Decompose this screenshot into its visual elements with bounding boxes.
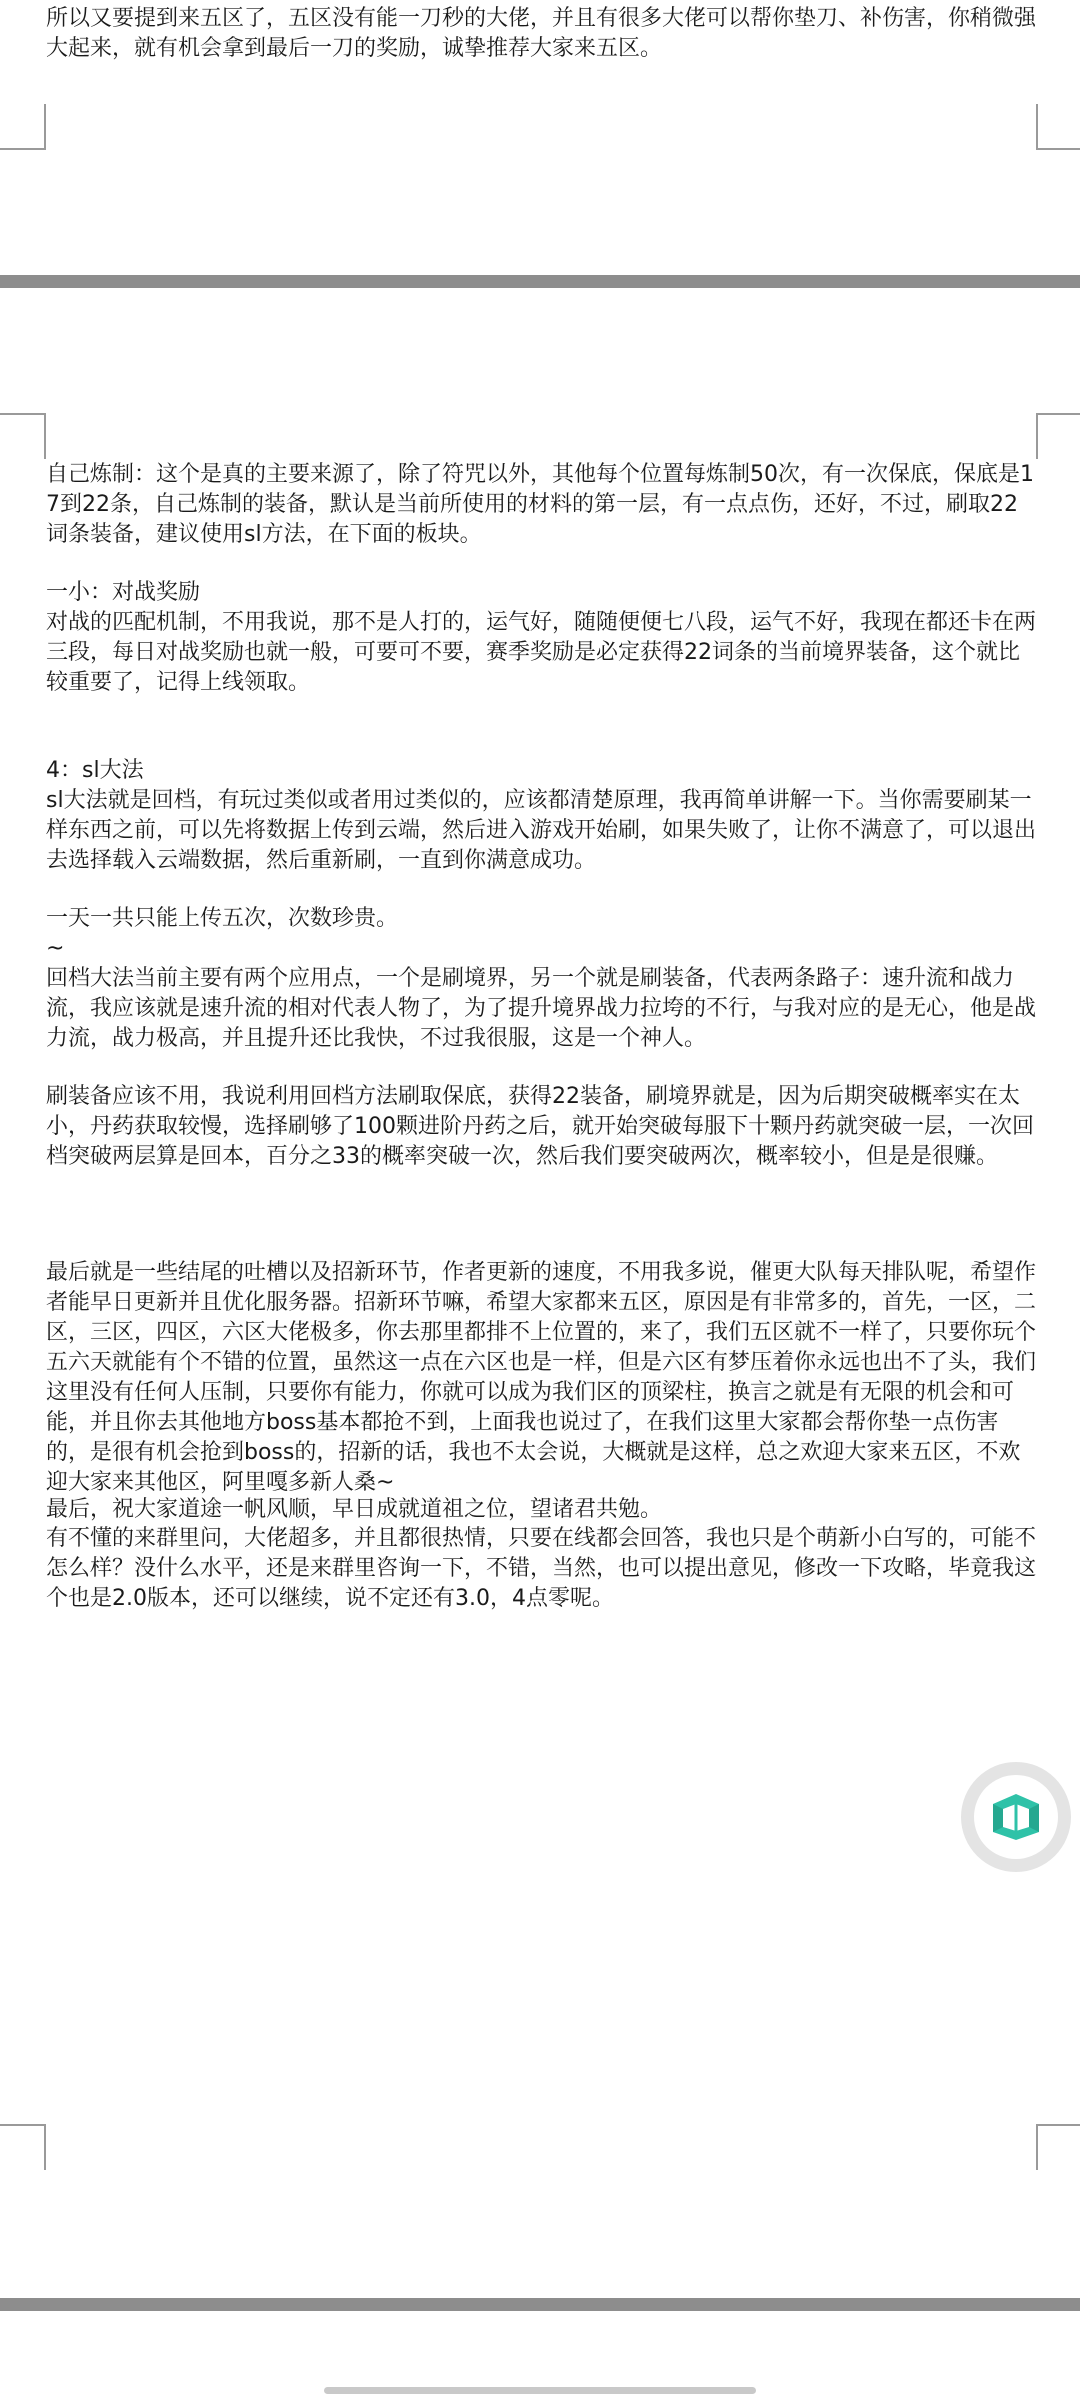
contact-paragraph: 有不懂的来群里问，大佬超多，并且都很热情，只要在线都会回答，我也只是个萌新小白写的，可能不怎么样？没什么水平，还是来群里咨询一下，不错，当然，也可以提出意见，修改一下攻略，毕竟我这个也是2.0版本，还可以继续，说不定还有3.0，4点零呢。	[46, 1526, 1037, 1611]
battle-reward-paragraph: 对战的匹配机制，不用我说，那不是人打的，运气好，随随便便七八段，运气不好，我现在都还卡在两三段，每日对战奖励也就一般，可要可不要，赛季奖励是必定获得22词条的当前境界装备，这个就比较重要了，记得上线领取。	[46, 610, 1037, 695]
tilde-separator: ~	[46, 936, 65, 961]
page-divider	[0, 275, 1080, 288]
sl-method-heading: 4：sl大法	[46, 758, 144, 783]
self-refine-paragraph: 自己炼制：这个是真的主要来源了，除了符咒以外，其他每个位置每炼制50次，有一次保底，保底是17到22条，自己炼制的装备，默认是当前所使用的材料的第一层，有一点点伤，还好，不过，刷取22词条装备，建议使用sl方法，在下面的板块。	[46, 462, 1034, 547]
upload-limit-note: 一天一共只能上传五次，次数珍贵。	[46, 906, 399, 931]
page-corner-mark	[0, 104, 46, 150]
page-divider	[0, 2298, 1080, 2311]
home-indicator[interactable]	[324, 2387, 756, 2394]
battle-reward-heading: 一小：对战奖励	[46, 580, 201, 605]
cube-icon	[989, 1790, 1043, 1844]
rollback-uses-paragraph: 回档大法当前主要有两个应用点，一个是刷境界，另一个就是刷装备，代表两条路子：速升流和战力流，我应该就是速升流的相对代表人物了，为了提升境界战力拉垮的不行，与我对应的是无心，他是战力流，战力极高，并且提升还比我快，不过我很服，这是一个神人。	[46, 966, 1037, 1051]
page-corner-mark	[0, 413, 46, 459]
closing-paragraph: 最后就是一些结尾的吐槽以及招新环节，作者更新的速度，不用我多说，催更大队每天排队呢，希望作者能早日更新并且优化服务器。招新环节嘛，希望大家都来五区，原因是有非常多的，首先，一区，二区，三区，四区，六区大佬极多，你去那里都排不上位置的，来了，我们五区就不一样了，只要你玩个五六天就能有个不错的位置，虽然这一点在六区也是一样，但是六区有梦压着你永远也出不了头，我们这里没有任何人压制，只要你有能力，你就可以成为我们区的顶梁柱，换言之就是有无限的机会和可能，并且你去其他地方boss基本都抢不到，上面我也说过了，在我们这里大家都会帮你垫一点伤害的，是很有机会抢到boss的，招新的话，我也不太会说，大概就是这样，总之欢迎大家来五区，不欢迎大家来其他区，阿里嘎多新人桑~	[46, 1260, 1037, 1495]
page-corner-mark	[1036, 2124, 1080, 2170]
equipment-note-paragraph: 刷装备应该不用，我说利用回档方法刷取保底，获得22装备，刷境界就是，因为后期突破概率实在太小，丹药获取较慢，选择刷够了100颗进阶丹药之后，就开始突破每服下十颗丹药就突破一层，一次回档突破两层算是回本，百分之33的概率突破一次，然后我们要突破两次，概率较小，但是是很赚。	[46, 1084, 1034, 1169]
floating-tool-button[interactable]	[961, 1762, 1071, 1872]
sl-method-paragraph: sl大法就是回档，有玩过类似或者用过类似的，应该都清楚原理，我再简单讲解一下。当你需要刷某一样东西之前，可以先将数据上传到云端，然后进入游戏开始刷，如果失败了，让你不满意了，可以退出去选择载入云端数据，然后重新刷，一直到你满意成功。	[46, 788, 1037, 873]
blessing-line: 最后，祝大家道途一帆风顺，早日成就道祖之位，望诸君共勉。	[46, 1497, 663, 1522]
page-corner-mark	[1036, 104, 1080, 150]
page-corner-mark	[0, 2124, 46, 2170]
page1-paragraph-end: 所以又要提到来五区了，五区没有能一刀秒的大佬，并且有很多大佬可以帮你垫刀、补伤害，你稍微强大起来，就有机会拿到最后一刀的奖励，诚挚推荐大家来五区。	[46, 6, 1037, 61]
page-corner-mark	[1036, 413, 1080, 459]
